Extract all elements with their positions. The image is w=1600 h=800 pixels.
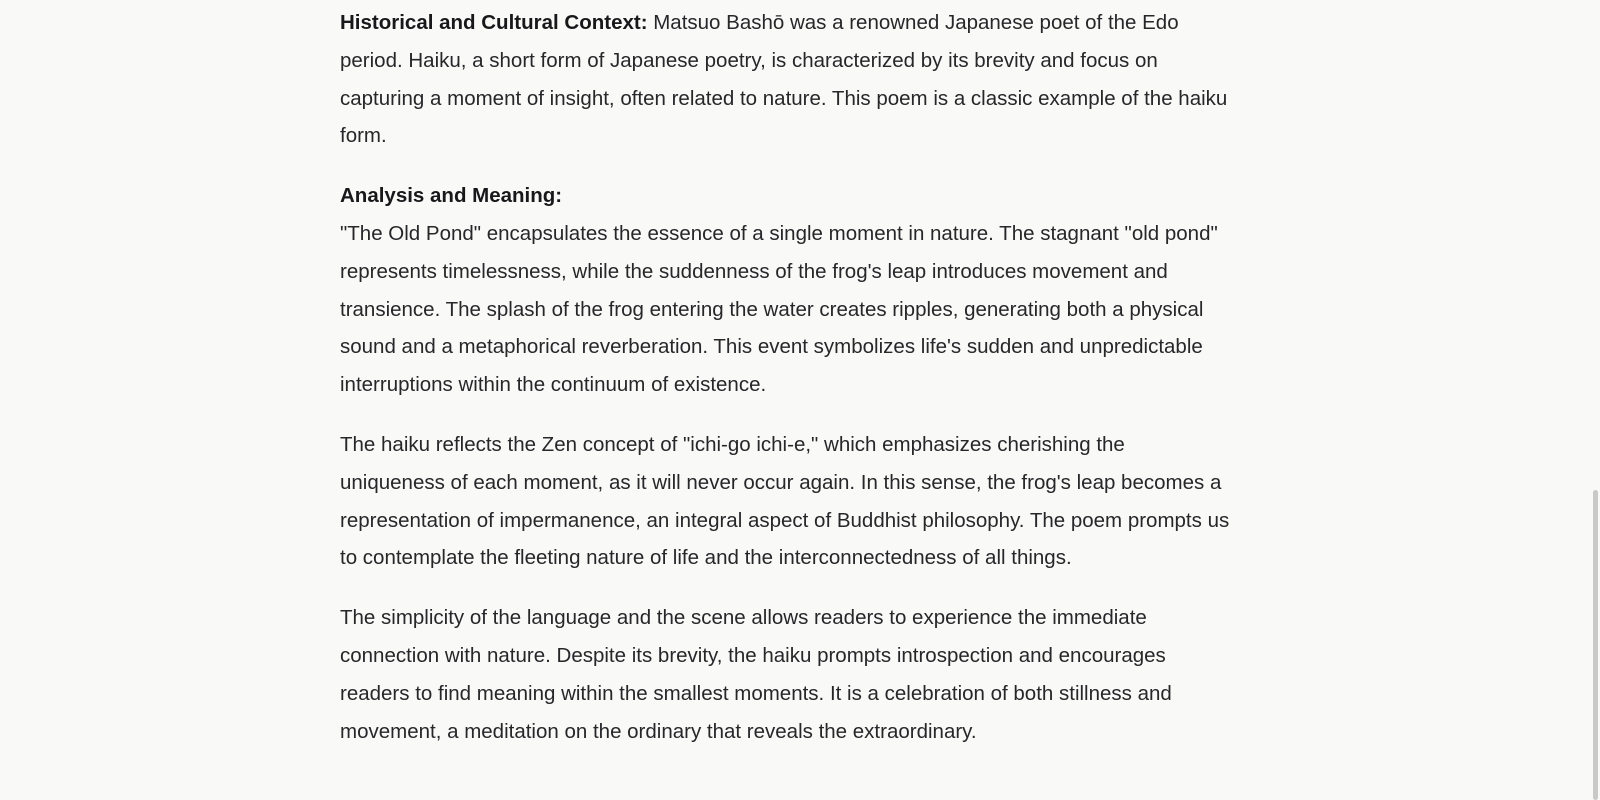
paragraph-old-pond-analysis: "The Old Pond" encapsulates the essence of a single moment in nature. The stagnant "old pond" represents timelessness, while the suddenness of the frog's leap introduces movement and transience. The splash of the frog entering the water creates ripples, generating both a physical sound and a metaphorical reverberation. This event symbolizes life's sudden and unpredictable interruptions within the continuum of existence. bbox=[340, 221, 1218, 397]
paragraph-simplicity: The simplicity of the language and the scene allows readers to experience the immediate connection with nature. Despite its brevity, the haiku prompts introspection and encourages readers to find meaning within the smallest moments. It is a celebration of both stillness and movement, a meditation on the ordinary that reveals the extraordinary. bbox=[340, 606, 1172, 743]
analysis-section-block bbox=[340, 177, 1230, 404]
paragraph-zen-concept: The haiku reflects the Zen concept of "ichi-go ichi-e," which emphasizes cherishing the uniqueness of each moment, as it will never occur again. In this sense, the frog's leap becomes a representation of impermanence, an integral aspect of Buddhist philosophy. The poem prompts us to contemplate the fleeting nature of life and the interconnectedness of all things. bbox=[340, 432, 1230, 570]
document-content bbox=[340, 0, 1230, 772]
paragraph-body-text: Matsuo Bashō was a renowned Japanese poet of the Edo period. Haiku, a short form of Japanese poetry, is characterized by its brevity and focus on capturing a moment of insight, often related to nature. This poem is a classic example of the haiku form. bbox=[340, 11, 1228, 148]
paragraph-lead-label: Historical and Cultural Context: bbox=[340, 11, 648, 34]
scrollbar-thumb[interactable] bbox=[1593, 490, 1598, 800]
paragraph-historical-context bbox=[340, 4, 1230, 155]
vertical-scrollbar[interactable] bbox=[1590, 0, 1600, 800]
section-heading-analysis: Analysis and Meaning: bbox=[340, 184, 563, 208]
